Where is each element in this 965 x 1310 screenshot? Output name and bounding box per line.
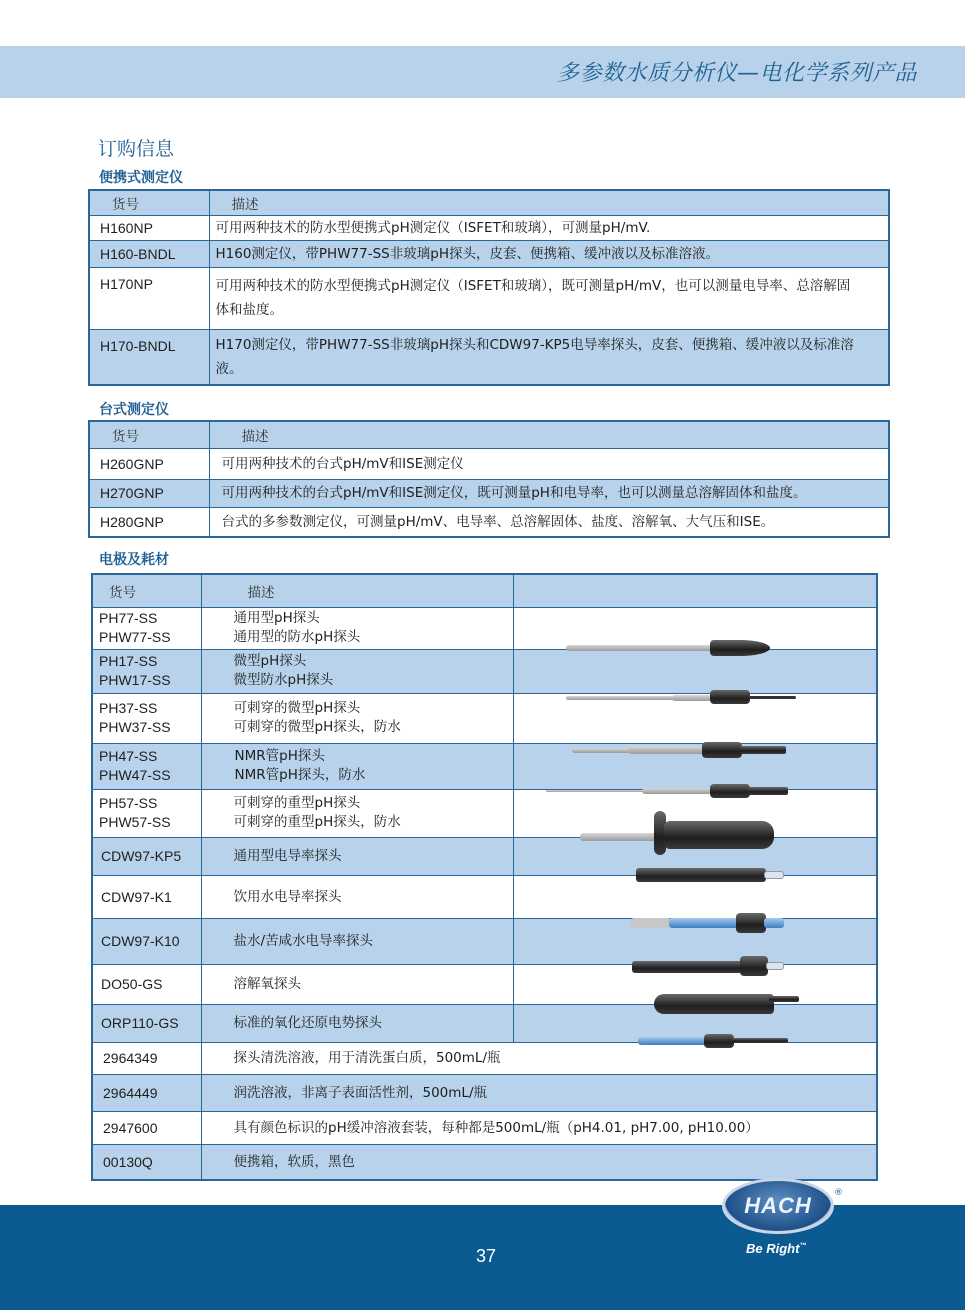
tagline bbox=[746, 1241, 806, 1256]
item-code: PHW57-SS bbox=[99, 814, 171, 830]
header-image bbox=[513, 574, 877, 607]
registered-mark: ® bbox=[834, 1188, 843, 1198]
page-number: 37 bbox=[476, 1246, 497, 1266]
item-code: H270GNP bbox=[89, 479, 209, 507]
item-desc: 润洗溶液，非离子表面活性剂，500mL/瓶 bbox=[201, 1074, 877, 1111]
item-code: PHW77-SS bbox=[99, 629, 171, 645]
table-row bbox=[89, 329, 889, 385]
item-desc: 溶解氧探头 bbox=[201, 964, 513, 1004]
item-desc: 通用型pH探头 bbox=[233, 610, 320, 626]
table-row bbox=[92, 1111, 877, 1144]
table-row bbox=[92, 789, 877, 837]
table-header-row bbox=[89, 421, 889, 448]
item-desc: H170测定仪，带PHW77-SS非玻璃pH探头和CDW97-KP5电导率探头，皮套、便携箱、缓冲液以及标准溶液。 bbox=[209, 329, 889, 385]
table-row bbox=[92, 1074, 877, 1111]
item-desc: 微型pH探头 bbox=[233, 653, 307, 669]
item-desc: 可用两种技术的防水型便携式pH测定仪（ISFET和玻璃），既可测量pH/mV，也可以测量电导率、总溶解固体和盐度。 bbox=[209, 267, 889, 329]
item-code: 2964449 bbox=[92, 1074, 201, 1111]
table-row bbox=[92, 693, 877, 743]
table-row bbox=[89, 215, 889, 240]
item-code: 00130Q bbox=[92, 1144, 201, 1180]
logo-text: HACH bbox=[744, 1193, 812, 1218]
electrodes-table bbox=[91, 573, 878, 1181]
header-code: 货号 bbox=[89, 421, 209, 448]
table-row bbox=[92, 649, 877, 693]
item-code: PH57-SS bbox=[99, 795, 158, 811]
item-desc: 饮用水电导率探头 bbox=[201, 875, 513, 918]
table-row bbox=[92, 1144, 877, 1180]
item-code: H170NP bbox=[89, 267, 209, 329]
item-code: H280GNP bbox=[89, 507, 209, 537]
item-code: 2947600 bbox=[92, 1111, 201, 1144]
portable-table bbox=[88, 189, 890, 386]
table-header-row bbox=[92, 574, 877, 607]
item-desc: 探头清洗溶液，用于清洗蛋白质，500mL/瓶 bbox=[201, 1042, 877, 1074]
item-desc: 可用两种技术的台式pH/mV和ISE测定仪，既可测量pH和电导率，也可以测量总溶解固体和盐度。 bbox=[209, 479, 889, 507]
table-row bbox=[92, 607, 877, 649]
item-desc: 盐水/苦咸水电导率探头 bbox=[201, 918, 513, 964]
item-desc: 通用型的防水pH探头 bbox=[233, 629, 361, 645]
item-desc: H160测定仪，带PHW77-SS非玻璃pH探头，皮套、便携箱、缓冲液以及标准溶液。 bbox=[209, 240, 889, 267]
ph57-probe-image bbox=[513, 789, 877, 837]
item-code: PHW37-SS bbox=[99, 719, 171, 735]
item-code: H170-BNDL bbox=[89, 329, 209, 385]
item-desc: 微型防水pH探头 bbox=[233, 672, 334, 688]
item-desc: 具有颜色标识的pH缓冲溶液套装，每种都是500mL/瓶（pH4.01, pH7.00, pH10.00） bbox=[201, 1111, 877, 1144]
page-title: 订购信息 bbox=[98, 138, 175, 160]
item-code: PH17-SS bbox=[99, 653, 158, 669]
portable-section-title: 便携式测定仪 bbox=[99, 170, 183, 186]
item-code: PH37-SS bbox=[99, 700, 158, 716]
electrodes-section-title: 电极及耗材 bbox=[99, 552, 169, 568]
table-row bbox=[89, 448, 889, 479]
item-desc: NMR管pH探头 bbox=[234, 748, 325, 764]
item-code: PH47-SS bbox=[99, 748, 158, 764]
header-desc: 描述 bbox=[209, 421, 889, 448]
header-code: 货号 bbox=[92, 574, 201, 607]
header-code: 货号 bbox=[89, 190, 209, 215]
ph17-probe-image bbox=[513, 649, 877, 693]
header-desc: 描述 bbox=[201, 574, 513, 607]
item-desc: 可刺穿的重型pH探头 bbox=[233, 795, 361, 811]
item-code: DO50-GS bbox=[92, 964, 201, 1004]
item-code: 2964349 bbox=[92, 1042, 201, 1074]
ph77-probe-image bbox=[513, 607, 877, 649]
table-row bbox=[89, 507, 889, 537]
table-row bbox=[89, 479, 889, 507]
item-code: H160NP bbox=[89, 215, 209, 240]
item-desc: 可用两种技术的台式pH/mV和ISE测定仪 bbox=[209, 448, 889, 479]
table-row bbox=[92, 1042, 877, 1074]
item-desc: NMR管pH探头，防水 bbox=[234, 767, 366, 783]
item-code: CDW97-K1 bbox=[92, 875, 201, 918]
item-desc: 可用两种技术的防水型便携式pH测定仪（ISFET和玻璃），可测量pH/mV. bbox=[209, 215, 889, 240]
item-desc: 标准的氧化还原电势探头 bbox=[201, 1004, 513, 1042]
tagline-text: Be Right bbox=[746, 1241, 800, 1256]
item-code: H260GNP bbox=[89, 448, 209, 479]
hach-logo bbox=[722, 1178, 834, 1234]
item-desc: 可刺穿的微型pH探头 bbox=[233, 700, 361, 716]
trademark-mark: ™ bbox=[799, 1242, 807, 1250]
item-code: CDW97-KP5 bbox=[92, 837, 201, 875]
header-banner bbox=[0, 46, 965, 98]
item-code: ORP110-GS bbox=[92, 1004, 201, 1042]
table-row bbox=[89, 267, 889, 329]
item-desc: 通用型电导率探头 bbox=[201, 837, 513, 875]
item-code: CDW97-K10 bbox=[92, 918, 201, 964]
benchtop-section-title: 台式测定仪 bbox=[99, 402, 169, 418]
item-code: PHW17-SS bbox=[99, 672, 171, 688]
item-desc: 可刺穿的微型pH探头，防水 bbox=[233, 719, 401, 735]
item-code: PH77-SS bbox=[99, 610, 158, 626]
header-desc: 描述 bbox=[209, 190, 889, 215]
item-code: H160-BNDL bbox=[89, 240, 209, 267]
item-desc: 可刺穿的重型pH探头，防水 bbox=[233, 814, 401, 830]
table-header-row bbox=[89, 190, 889, 215]
table-row bbox=[89, 240, 889, 267]
item-desc: 便携箱，软质，黑色 bbox=[201, 1144, 877, 1180]
item-code: PHW47-SS bbox=[99, 767, 171, 783]
benchtop-table bbox=[88, 420, 890, 538]
banner-title: 多参数水质分析仪—电化学系列产品 bbox=[556, 61, 917, 86]
item-desc: 台式的多参数测定仪，可测量pH/mV、电导率、总溶解固体、盐度、溶解氧、大气压和ISE。 bbox=[209, 507, 889, 537]
